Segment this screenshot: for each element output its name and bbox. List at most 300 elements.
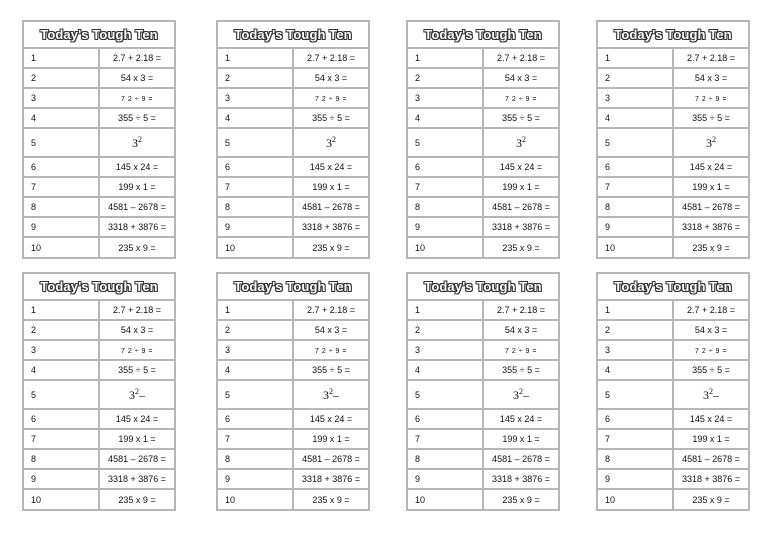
question-text: 3318 + 3876 = [491, 222, 551, 232]
question-row-4 [598, 360, 748, 380]
question-text: 145 x 24 = [689, 414, 733, 424]
question-row-4 [218, 360, 368, 380]
tough-ten-card [22, 20, 176, 259]
question-cell-6 [293, 409, 368, 429]
question-cell-7 [483, 429, 558, 449]
question-row-8 [24, 449, 174, 469]
question-cell-3 [99, 88, 174, 108]
question-cell-3 [293, 88, 368, 108]
question-cell-8 [99, 449, 174, 469]
question-text: 4581 – 2678 = [492, 454, 550, 464]
question-text: 2.7 + 2.18 = [306, 305, 356, 315]
question-number: 6 [218, 157, 293, 177]
question-number: 10 [598, 489, 673, 509]
question-number: 8 [218, 449, 293, 469]
question-cell-5 [293, 128, 368, 157]
question-number: 2 [24, 68, 99, 88]
question-number: 4 [218, 108, 293, 128]
question-row-6 [218, 157, 368, 177]
question-number: 4 [24, 360, 99, 380]
question-number: 6 [24, 409, 99, 429]
question-cell-8 [99, 197, 174, 217]
q5-suffix: – [139, 387, 145, 402]
question-number: 2 [598, 320, 673, 340]
question-text: 235 x 9 = [692, 242, 730, 253]
question-cell-7 [673, 177, 748, 197]
question-number: 6 [598, 409, 673, 429]
q5-power: $3^2-$ [513, 386, 529, 402]
question-text: 4581 – 2678 = [302, 454, 360, 464]
question-text: 145 x 24 = [499, 414, 543, 424]
question-number: 10 [24, 489, 99, 509]
question-number: 6 [24, 157, 99, 177]
question-number: 2 [218, 320, 293, 340]
question-number: 8 [408, 449, 483, 469]
question-text: 199 x 1 = [312, 434, 350, 444]
question-row-2 [24, 68, 174, 88]
question-row-8 [598, 197, 748, 217]
question-number: 10 [408, 489, 483, 509]
question-text: 4581 – 2678 = [108, 454, 166, 464]
question-cell-8 [673, 449, 748, 469]
question-number: 5 [218, 128, 293, 157]
question-number: 7 [598, 429, 673, 449]
question-number: 7 [24, 429, 99, 449]
question-cell-2 [673, 68, 748, 88]
question-text: 7 2 ÷ 9 = [315, 348, 347, 355]
question-cell-5 [293, 380, 368, 409]
question-number: 5 [408, 380, 483, 409]
question-cell-10 [99, 489, 174, 509]
question-row-6 [408, 409, 558, 429]
question-number: 6 [218, 409, 293, 429]
question-row-4 [408, 108, 558, 128]
question-text: 3318 + 3876 = [681, 222, 741, 232]
question-number: 7 [24, 177, 99, 197]
questions-table [24, 274, 174, 509]
tough-ten-card [216, 20, 370, 259]
question-cell-10 [673, 237, 748, 257]
questions-table [408, 274, 558, 509]
question-row-5 [408, 380, 558, 409]
question-row-6 [598, 409, 748, 429]
question-text: 3318 + 3876 = [491, 474, 551, 484]
question-number: 1 [24, 48, 99, 68]
question-number: 7 [598, 177, 673, 197]
question-number: 3 [24, 340, 99, 360]
card-title: Today's Tough Ten [24, 274, 174, 300]
question-text: 355 ÷ 5 = [692, 113, 730, 123]
question-row-2 [598, 68, 748, 88]
question-number: 8 [218, 197, 293, 217]
q5-suffix: – [523, 387, 529, 402]
question-row-10 [218, 489, 368, 509]
question-text: 54 x 3 = [504, 325, 538, 335]
question-row-6 [218, 409, 368, 429]
question-row-1 [598, 300, 748, 320]
question-row-1 [408, 300, 558, 320]
question-number: 6 [408, 157, 483, 177]
questions-table [598, 274, 748, 509]
question-cell-3 [483, 340, 558, 360]
question-row-8 [408, 197, 558, 217]
question-row-1 [24, 48, 174, 68]
question-number: 4 [598, 108, 673, 128]
question-number: 9 [598, 469, 673, 489]
question-row-1 [24, 300, 174, 320]
question-row-7 [218, 177, 368, 197]
question-cell-1 [99, 48, 174, 68]
question-cell-3 [673, 88, 748, 108]
question-cell-3 [293, 340, 368, 360]
question-cell-2 [293, 320, 368, 340]
question-number: 2 [598, 68, 673, 88]
question-number: 3 [218, 88, 293, 108]
question-text: 3318 + 3876 = [107, 222, 167, 232]
question-text: 3318 + 3876 = [301, 474, 361, 484]
tough-ten-card [22, 272, 176, 511]
question-cell-7 [293, 429, 368, 449]
card-title: Today's Tough Ten [408, 274, 558, 300]
question-number: 5 [218, 380, 293, 409]
question-row-1 [598, 48, 748, 68]
question-text: 355 ÷ 5 = [312, 113, 350, 123]
question-text: 54 x 3 = [504, 73, 538, 83]
question-number: 3 [598, 88, 673, 108]
question-row-5 [408, 128, 558, 157]
question-cell-10 [293, 237, 368, 257]
question-row-3 [598, 340, 748, 360]
question-cell-5 [483, 380, 558, 409]
question-cell-9 [483, 469, 558, 489]
question-row-9 [24, 217, 174, 237]
question-text: 199 x 1 = [118, 182, 156, 192]
q5-power: $3^2$ [326, 134, 336, 150]
question-row-3 [218, 340, 368, 360]
question-cell-10 [483, 237, 558, 257]
question-number: 7 [218, 429, 293, 449]
question-text: 355 ÷ 5 = [692, 365, 730, 375]
question-number: 3 [218, 340, 293, 360]
question-cell-4 [99, 360, 174, 380]
question-row-9 [598, 217, 748, 237]
question-row-5 [218, 380, 368, 409]
q5-power: $3^2$ [706, 134, 716, 150]
question-number: 2 [408, 320, 483, 340]
question-cell-4 [293, 360, 368, 380]
question-cell-9 [99, 469, 174, 489]
card-title: Today's Tough Ten [408, 22, 558, 48]
question-number: 7 [218, 177, 293, 197]
question-row-10 [218, 237, 368, 257]
question-number: 9 [24, 469, 99, 489]
question-row-5 [24, 128, 174, 157]
question-number: 4 [408, 108, 483, 128]
question-row-7 [408, 429, 558, 449]
question-number: 6 [408, 409, 483, 429]
question-number: 8 [24, 449, 99, 469]
question-text: 235 x 9 = [502, 494, 540, 505]
question-row-2 [408, 320, 558, 340]
question-number: 10 [24, 237, 99, 257]
question-number: 5 [598, 128, 673, 157]
question-row-8 [218, 449, 368, 469]
question-number: 10 [218, 237, 293, 257]
question-cell-2 [483, 68, 558, 88]
question-text: 199 x 1 = [692, 434, 730, 444]
question-number: 1 [24, 300, 99, 320]
question-row-10 [408, 489, 558, 509]
question-cell-5 [673, 128, 748, 157]
question-row-8 [24, 197, 174, 217]
question-row-9 [408, 469, 558, 489]
question-cell-7 [99, 177, 174, 197]
question-row-4 [24, 360, 174, 380]
questions-table [408, 22, 558, 257]
question-cell-4 [673, 108, 748, 128]
question-row-9 [218, 469, 368, 489]
question-row-6 [24, 157, 174, 177]
q5-power: $3^2-$ [129, 386, 145, 402]
question-cell-6 [483, 409, 558, 429]
question-row-10 [598, 237, 748, 257]
question-cell-7 [483, 177, 558, 197]
question-cell-4 [673, 360, 748, 380]
q5-power: $3^2$ [516, 134, 526, 150]
question-cell-1 [483, 300, 558, 320]
tough-ten-card [216, 272, 370, 511]
question-text: 235 x 9 = [692, 494, 730, 505]
question-cell-6 [483, 157, 558, 177]
q5-suffix: – [713, 387, 719, 402]
question-text: 54 x 3 = [314, 73, 348, 83]
question-text: 7 2 ÷ 9 = [505, 96, 537, 103]
question-number: 1 [408, 300, 483, 320]
question-number: 8 [24, 197, 99, 217]
question-text: 199 x 1 = [692, 182, 730, 192]
question-number: 10 [408, 237, 483, 257]
question-text: 145 x 24 = [309, 162, 353, 172]
question-cell-1 [483, 48, 558, 68]
question-text: 235 x 9 = [312, 242, 350, 253]
question-cell-10 [483, 489, 558, 509]
question-cell-3 [673, 340, 748, 360]
question-number: 10 [218, 489, 293, 509]
tough-ten-card [406, 20, 560, 259]
question-text: 145 x 24 = [115, 162, 159, 172]
question-text: 145 x 24 = [115, 414, 159, 424]
question-row-5 [24, 380, 174, 409]
question-cell-1 [673, 48, 748, 68]
question-text: 7 2 ÷ 9 = [121, 96, 153, 103]
question-number: 6 [598, 157, 673, 177]
question-row-2 [408, 68, 558, 88]
question-row-8 [408, 449, 558, 469]
question-row-1 [408, 48, 558, 68]
question-cell-5 [673, 380, 748, 409]
question-text: 4581 – 2678 = [108, 202, 166, 212]
questions-table [24, 22, 174, 257]
question-cell-8 [483, 197, 558, 217]
question-cell-10 [673, 489, 748, 509]
question-cell-3 [483, 88, 558, 108]
question-row-10 [24, 489, 174, 509]
card-title: Today's Tough Ten [598, 22, 748, 48]
question-text: 4581 – 2678 = [492, 202, 550, 212]
question-text: 355 ÷ 5 = [502, 365, 540, 375]
question-cell-6 [99, 409, 174, 429]
question-number: 8 [598, 449, 673, 469]
question-text: 2.7 + 2.18 = [686, 53, 736, 63]
question-row-7 [598, 429, 748, 449]
question-row-2 [598, 320, 748, 340]
question-text: 145 x 24 = [309, 414, 353, 424]
question-number: 1 [598, 48, 673, 68]
question-row-2 [218, 68, 368, 88]
question-text: 2.7 + 2.18 = [686, 305, 736, 315]
question-cell-5 [483, 128, 558, 157]
question-row-1 [218, 300, 368, 320]
question-text: 7 2 ÷ 9 = [695, 348, 727, 355]
question-number: 4 [24, 108, 99, 128]
question-cell-9 [293, 469, 368, 489]
question-number: 2 [218, 68, 293, 88]
question-cell-7 [99, 429, 174, 449]
question-cell-9 [293, 217, 368, 237]
question-cell-1 [99, 300, 174, 320]
question-row-6 [408, 157, 558, 177]
question-row-3 [408, 88, 558, 108]
question-cell-8 [293, 197, 368, 217]
question-text: 3318 + 3876 = [681, 474, 741, 484]
question-text: 2.7 + 2.18 = [112, 53, 162, 63]
question-number: 5 [24, 128, 99, 157]
question-text: 235 x 9 = [502, 242, 540, 253]
question-text: 54 x 3 = [694, 73, 728, 83]
question-row-8 [598, 449, 748, 469]
question-row-3 [24, 88, 174, 108]
question-cell-5 [99, 128, 174, 157]
question-number: 9 [218, 217, 293, 237]
question-text: 2.7 + 2.18 = [306, 53, 356, 63]
question-cell-8 [483, 449, 558, 469]
q5-power: $3^2-$ [703, 386, 719, 402]
question-number: 5 [24, 380, 99, 409]
tough-ten-card [596, 272, 750, 511]
question-text: 54 x 3 = [314, 325, 348, 335]
question-row-6 [24, 409, 174, 429]
card-title: Today's Tough Ten [218, 274, 368, 300]
question-row-1 [218, 48, 368, 68]
question-text: 3318 + 3876 = [301, 222, 361, 232]
q5-power: $3^2$ [132, 134, 142, 150]
question-row-5 [598, 128, 748, 157]
question-text: 4581 – 2678 = [682, 454, 740, 464]
question-text: 7 2 ÷ 9 = [695, 96, 727, 103]
question-text: 199 x 1 = [118, 434, 156, 444]
question-text: 54 x 3 = [694, 325, 728, 335]
question-text: 199 x 1 = [312, 182, 350, 192]
card-title: Today's Tough Ten [218, 22, 368, 48]
question-text: 145 x 24 = [499, 162, 543, 172]
question-number: 2 [24, 320, 99, 340]
question-number: 4 [598, 360, 673, 380]
question-cell-4 [483, 360, 558, 380]
question-number: 3 [408, 88, 483, 108]
question-text: 54 x 3 = [120, 325, 154, 335]
question-row-10 [24, 237, 174, 257]
question-row-5 [218, 128, 368, 157]
question-cell-9 [483, 217, 558, 237]
question-text: 3318 + 3876 = [107, 474, 167, 484]
question-row-4 [218, 108, 368, 128]
question-text: 4581 – 2678 = [302, 202, 360, 212]
question-text: 355 ÷ 5 = [118, 113, 156, 123]
question-number: 9 [408, 217, 483, 237]
question-cell-7 [673, 429, 748, 449]
question-cell-2 [99, 320, 174, 340]
question-row-10 [598, 489, 748, 509]
question-cell-6 [293, 157, 368, 177]
question-number: 7 [408, 429, 483, 449]
question-row-8 [218, 197, 368, 217]
tough-ten-card [406, 272, 560, 511]
question-text: 2.7 + 2.18 = [496, 305, 546, 315]
question-cell-10 [293, 489, 368, 509]
question-text: 145 x 24 = [689, 162, 733, 172]
question-number: 4 [218, 360, 293, 380]
q5-suffix: – [333, 387, 339, 402]
question-text: 54 x 3 = [120, 73, 154, 83]
question-cell-6 [673, 409, 748, 429]
question-row-3 [24, 340, 174, 360]
question-row-5 [598, 380, 748, 409]
card-title: Today's Tough Ten [24, 22, 174, 48]
question-number: 3 [24, 88, 99, 108]
question-text: 235 x 9 = [312, 494, 350, 505]
question-cell-1 [293, 48, 368, 68]
question-cell-6 [99, 157, 174, 177]
tough-ten-card [596, 20, 750, 259]
question-number: 1 [408, 48, 483, 68]
question-cell-3 [99, 340, 174, 360]
question-cell-9 [673, 217, 748, 237]
question-row-7 [24, 429, 174, 449]
question-row-3 [218, 88, 368, 108]
question-row-4 [408, 360, 558, 380]
question-cell-8 [293, 449, 368, 469]
question-text: 199 x 1 = [502, 434, 540, 444]
question-cell-9 [99, 217, 174, 237]
question-cell-9 [673, 469, 748, 489]
question-text: 2.7 + 2.18 = [112, 305, 162, 315]
question-number: 1 [218, 300, 293, 320]
question-text: 355 ÷ 5 = [312, 365, 350, 375]
question-cell-1 [293, 300, 368, 320]
question-number: 1 [218, 48, 293, 68]
question-row-7 [24, 177, 174, 197]
question-row-3 [408, 340, 558, 360]
question-text: 7 2 ÷ 9 = [121, 348, 153, 355]
question-cell-2 [293, 68, 368, 88]
question-cell-5 [99, 380, 174, 409]
question-row-9 [598, 469, 748, 489]
question-text: 199 x 1 = [502, 182, 540, 192]
question-cell-2 [483, 320, 558, 340]
question-number: 9 [598, 217, 673, 237]
questions-table [218, 22, 368, 257]
question-number: 3 [408, 340, 483, 360]
